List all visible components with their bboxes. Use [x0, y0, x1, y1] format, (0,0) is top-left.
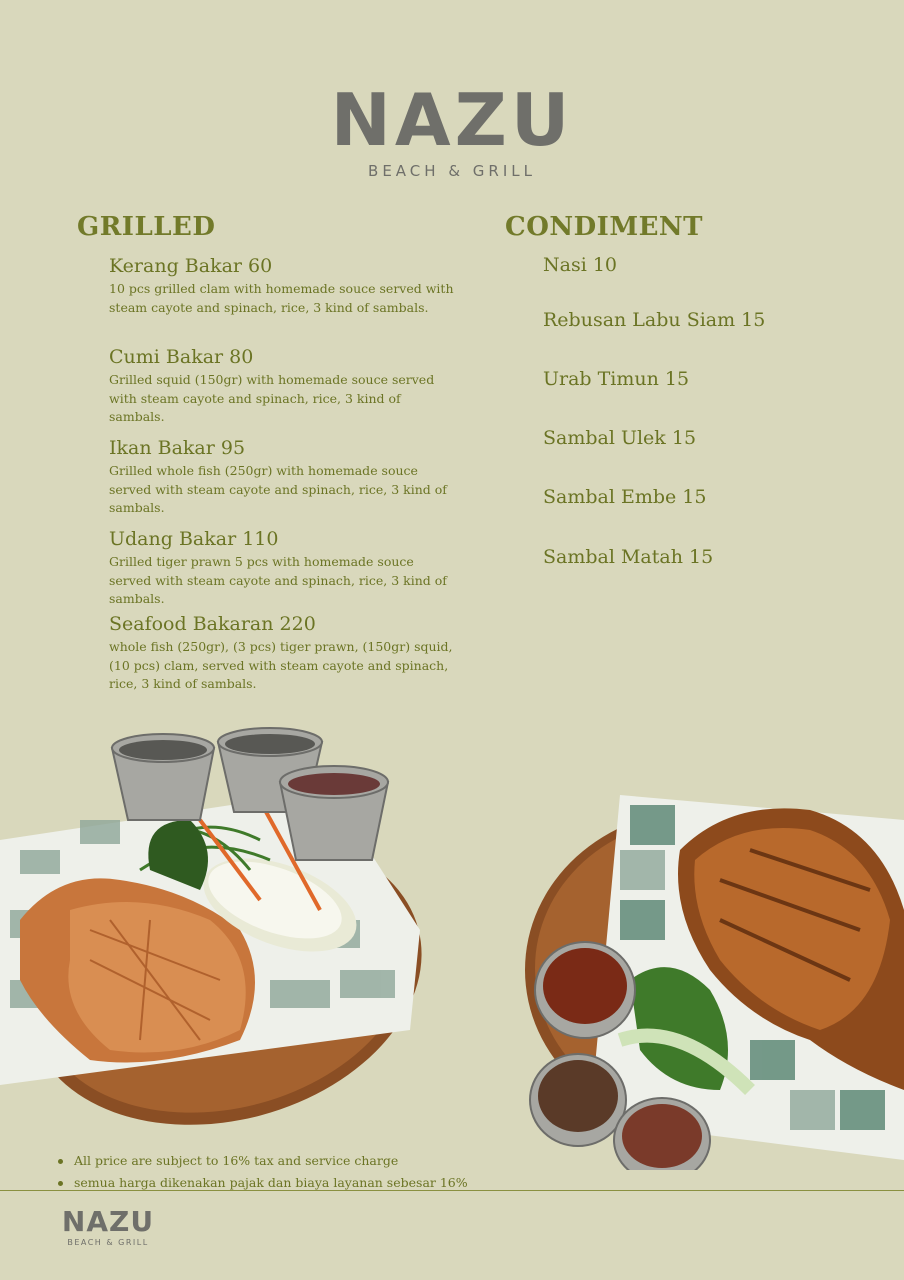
- menu-item-desc: whole fish (250gr), (3 pcs) tiger prawn, (150gr) squid, (10 pcs) clam, served with steam cayote and spinach, rice, 3 kind of sambals.: [109, 639, 453, 691]
- menu-item: [109, 436, 459, 518]
- menu-item-name: Udang Bakar 110: [109, 528, 279, 550]
- brand-tagline: BEACH & GRILL: [368, 162, 536, 180]
- menu-item-desc: Grilled whole fish (250gr) with homemade souce served with steam cayote and spinach, rice, 3 kind of sambals.: [109, 463, 447, 515]
- price-notes: [56, 1150, 468, 1194]
- menu-item: [109, 345, 459, 427]
- grilled-squid-photo: [0, 720, 440, 1130]
- note-item: semua harga dikenakan pajak dan biaya layanan sebesar 16%: [56, 1172, 468, 1194]
- condiment-item: Sambal Matah 15: [543, 546, 714, 568]
- footer-brand-name: NAZU: [61, 1205, 155, 1238]
- condiment-item: Sambal Embe 15: [543, 486, 707, 508]
- menu-item-desc: 10 pcs grilled clam with homemade souce served with steam cayote and spinach, rice, 3 kind of sambals.: [109, 281, 454, 315]
- grilled-section-title: GRILLED: [77, 212, 216, 242]
- brand-logo: [0, 80, 904, 180]
- condiment-section-title: CONDIMENT: [505, 212, 704, 242]
- menu-item: [109, 612, 459, 694]
- menu-item-desc: Grilled tiger prawn 5 pcs with homemade souce served with steam cayote and spinach, rice, 3 kind of sambals.: [109, 554, 447, 606]
- menu-item-name: Ikan Bakar 95: [109, 437, 246, 459]
- menu-item: [109, 527, 459, 609]
- menu-item-name: Seafood Bakaran 220: [109, 613, 316, 635]
- footer-logo: [58, 1206, 158, 1247]
- menu-item-name: Kerang Bakar 60: [109, 255, 273, 277]
- footer-divider: [0, 1190, 904, 1191]
- condiment-item: Nasi 10: [543, 254, 617, 276]
- fried-fish-photo: [520, 790, 904, 1170]
- condiment-item: Urab Timun 15: [543, 368, 690, 390]
- brand-name: NAZU: [330, 78, 574, 162]
- condiment-item: Sambal Ulek 15: [543, 427, 697, 449]
- condiment-item: Rebusan Labu Siam 15: [543, 309, 766, 331]
- note-item: All price are subject to 16% tax and service charge: [56, 1150, 468, 1172]
- footer-brand-tagline: BEACH & GRILL: [67, 1238, 149, 1247]
- menu-item-desc: Grilled squid (150gr) with homemade souce served with steam cayote and spinach, rice, 3 kind of sambals.: [109, 372, 435, 424]
- menu-item: [109, 254, 459, 317]
- menu-item-name: Cumi Bakar 80: [109, 346, 254, 368]
